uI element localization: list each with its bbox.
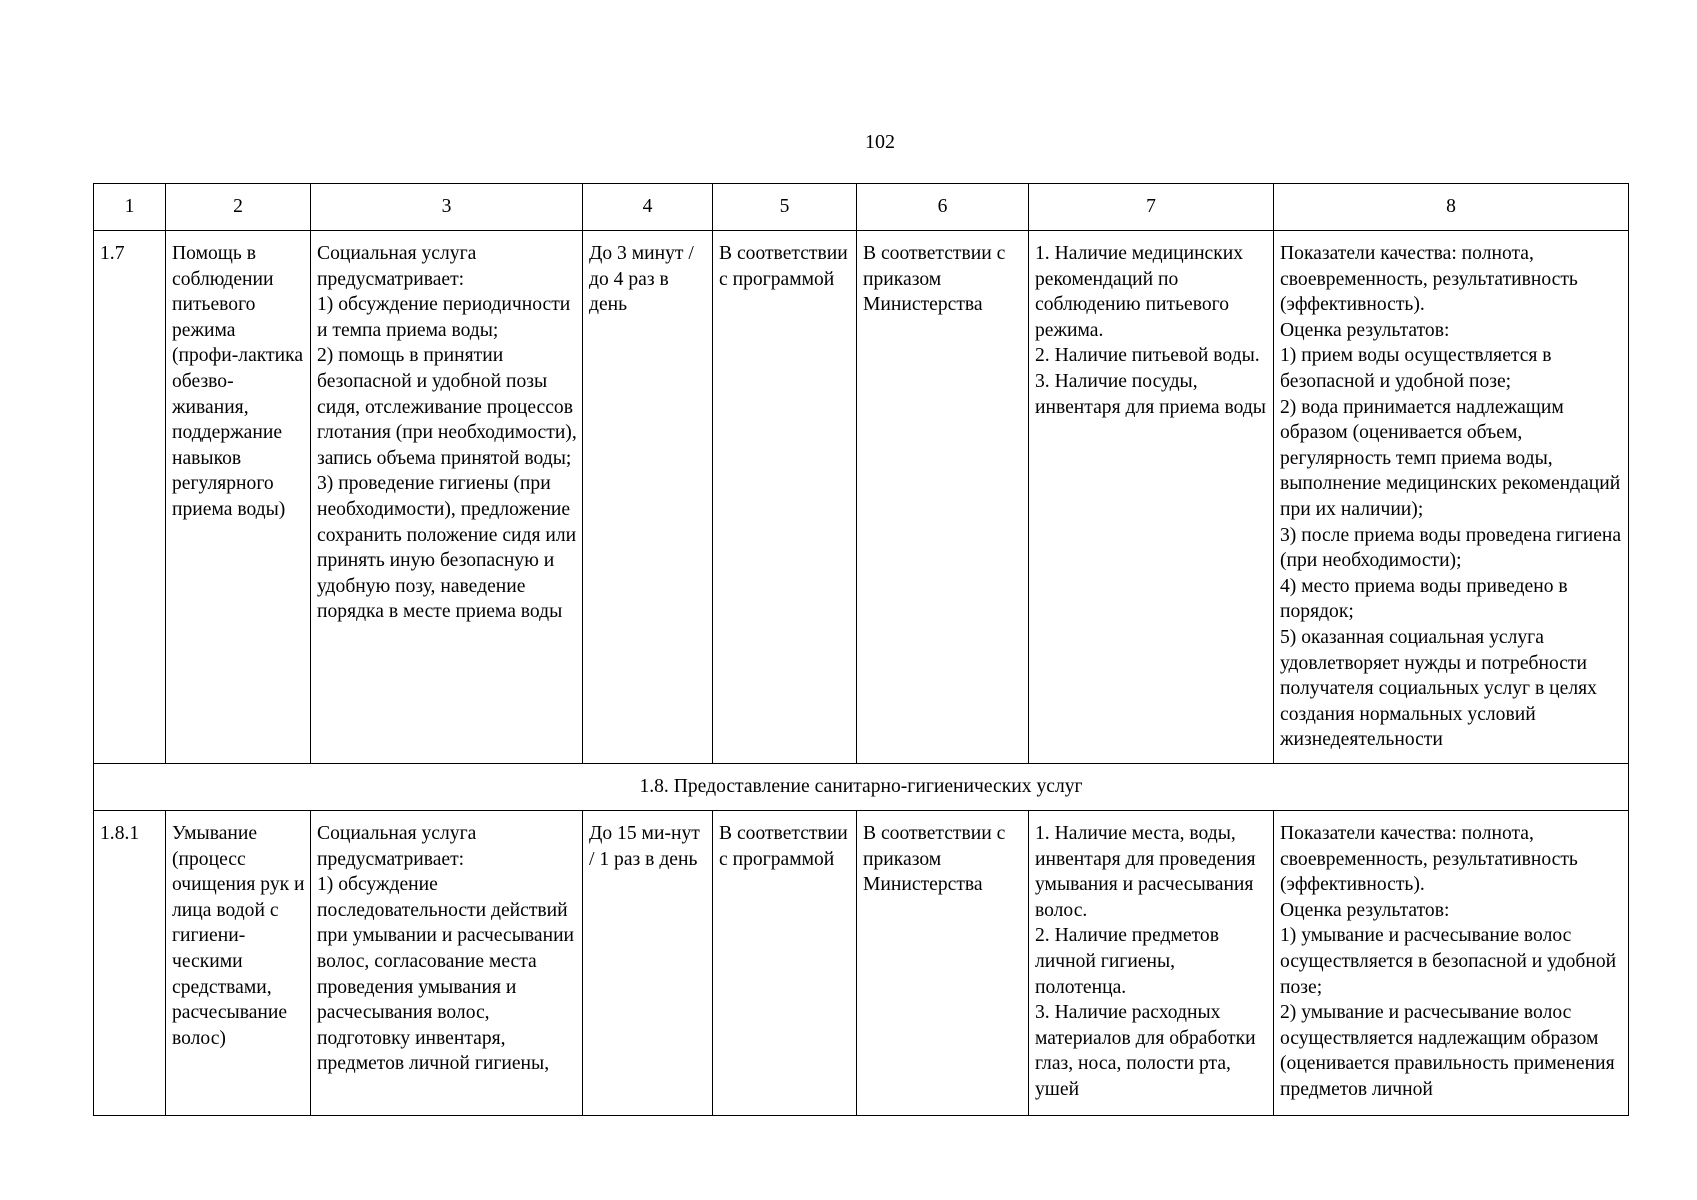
service-name-cell: Помощь в соблюдении питьевого режима (профи-лактика обезво-живания, поддержание навыков регулярного приема воды) <box>166 231 311 764</box>
quality-cell: Показатели качества: полнота, своевременность, результативность (эффективность). Оценка результатов: 1) умывание и расчесывание волос осуществляется в безопасной и удобной позе; 2) умывание и расчесывание волос осуществляется надлежащим образом (оценивается правильность применения предметов личной <box>1274 811 1629 1116</box>
periodicity-cell: В соответствии с программой <box>713 811 857 1116</box>
service-description-cell: Социальная услуга предусматривает: 1) обсуждение последовательности действий при умывании и расчесывании волос, согласование места проведения умывания и расчесывания волос, подготовку инвентаря, предметов личной гигиены, <box>311 811 583 1116</box>
column-header: 1 <box>94 184 166 231</box>
column-header: 3 <box>311 184 583 231</box>
time-norm-cell: До 3 минут / до 4 раз в день <box>583 231 713 764</box>
quality-cell: Показатели качества: полнота, своевременность, результативность (эффективность). Оценка результатов: 1) прием воды осуществляется в безопасной и удобной позе; 2) вода принимается надлежащим образом (оценивается объем, регулярность темп приема воды, выполнение медицинских рекомендаций при их наличии); 3) после приема воды проведена гигиена (при необходимости); 4) место приема воды приведено в порядок; 5) оказанная социальная услуга удовлетворяет нужды и потребности получателя социальных услуг в целях создания нормальных условий жизнедеятельности <box>1274 231 1629 764</box>
column-header: 5 <box>713 184 857 231</box>
column-header: 8 <box>1274 184 1629 231</box>
table-row <box>94 811 1629 1116</box>
time-norm-cell: До 15 ми-нут / 1 раз в день <box>583 811 713 1116</box>
service-description-cell: Социальная услуга предусматривает: 1) обсуждение периодичности и темпа приема воды; 2) помощь в принятии безопасной и удобной позы сидя, отслеживание процессов глотания (при необходимости), запись объема принятой воды; 3) проведение гигиены (при необходимости), предложение сохранить положение сидя или принять иную безопасную и удобную позу, наведение порядка в месте приема воды <box>311 231 583 764</box>
section-heading: 1.8. Предоставление санитарно-гигиенических услуг <box>94 764 1629 811</box>
column-header: 4 <box>583 184 713 231</box>
table-row <box>94 231 1629 764</box>
services-table <box>93 183 1629 1116</box>
conditions-cell: 1. Наличие места, воды, инвентаря для проведения умывания и расчесывания волос. 2. Наличие предметов личной гигиены, полотенца. 3. Наличие расходных материалов для обработки глаз, носа, полости рта, ушей <box>1029 811 1274 1116</box>
column-header: 7 <box>1029 184 1274 231</box>
column-header-row <box>94 184 1629 231</box>
section-heading-row <box>94 764 1629 811</box>
column-header: 6 <box>857 184 1029 231</box>
page-number: 102 <box>865 131 895 153</box>
row-number-cell: 1.7 <box>94 231 166 764</box>
cost-basis-cell: В соответствии с приказом Министерства <box>857 231 1029 764</box>
cost-basis-cell: В соответствии с приказом Министерства <box>857 811 1029 1116</box>
column-header: 2 <box>166 184 311 231</box>
periodicity-cell: В соответствии с программой <box>713 231 857 764</box>
service-name-cell: Умывание (процесс очищения рук и лица водой с гигиени-ческими средствами, расчесывание волос) <box>166 811 311 1116</box>
conditions-cell: 1. Наличие медицинских рекомендаций по соблюдению питьевого режима. 2. Наличие питьевой воды. 3. Наличие посуды, инвентаря для приема воды <box>1029 231 1274 764</box>
row-number-cell: 1.8.1 <box>94 811 166 1116</box>
